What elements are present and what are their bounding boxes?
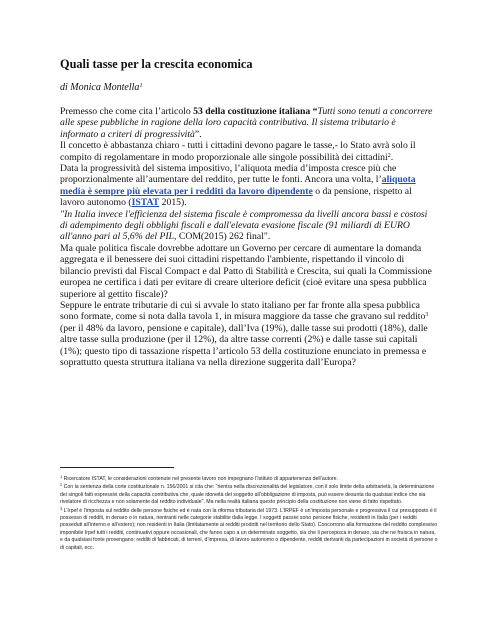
footnote-text: L’Irpef è l’imposta sul reddito delle persone fisiche ed è nata con la riforma tributaria del 1973. L’IRPEF è un’imposta personale e progressiva il cui presupposto è il possesso di redditi, in denaro o in natura, rientranti nelle categorie stabilite dalla legge. I soggetti passivi sono persone fisiche, residenti in Italia (per i redditi posseduti all’interno e all’estero); non residenti in Italia (limitatamente ai redditi prodotti nel territorio dello Stato). Concorrono alla formazione del reddito complessivo imponibile Irpef tutti i redditi, continuativi oppure occasionali, che fanno capo a un determinato soggetto, sia che li percepisca in denaro, sia che ne fruisca in natura, e da qualsiasi fonte provengano: redditi di fabbricati, di terreni, d’impresa, di lavoro autonomo o dipendente, redditi derivanti da partecipazioni in società di persone o di capitali, ecc.: [60, 507, 438, 551]
footnote-marker: 2: [60, 482, 63, 488]
footnote-divider: [60, 467, 174, 468]
footnote-2: [60, 484, 438, 506]
text-run: Data la progressività del sistema impositivo, l’aliquota media d’imposta cresce più che proporzionalmente all’aumentare del reddito, per tutte le fonti. Ancora una volta, l’: [60, 163, 397, 186]
paragraph-politica-fiscale: Ma quale politica fiscale dovrebbe adottare un Governo per cercare di aumentare la domanda aggregata e il benessere dei suoi cittadini rispettando l'ambiente, rispettando il vincolo di bilancio previsti dal Fiscal Compact e dal Patto di Stabilità e Crescita, sui quali la Commissione europea ne certifica i dati per evitare di creare ulteriore deficit (cioè evitare una spesa pubblica superiore al gettito fiscale)?: [60, 242, 432, 300]
paragraph-concetto: [60, 140, 436, 163]
text-run: .: [390, 151, 394, 163]
footnote-text: Ricercatore ISTAT, le considerazioni contenute nel presente lavoro non impegnano l’Istituto di appartenenza dell’autore.: [62, 476, 339, 482]
quote-efficienza: "In Italia invece l'efficienza del sistema fiscale è compromessa da livelli ancora bassi e costosi di adempimento degli obblighi fiscali e dall'elevata evasione fiscale (91 miliardi di EURO all'anno pari al 5,6% del PIL,: [60, 208, 428, 243]
footnote-ref-2[interactable]: 2: [387, 152, 391, 159]
body-text: [60, 96, 436, 368]
quote-open: “: [310, 106, 318, 117]
text-run: o da pensione, rispetto al lavoro autonomo (: [60, 185, 412, 209]
footnote-marker: 3: [60, 505, 63, 511]
footnote-marker: 1: [60, 474, 63, 479]
text-run: (per il 48% da lavoro, pensione e capitale), dall’Iva (19%), dalle tasse sui prodotti (18%), dalle altre tasse sulla produzione (per il 12%), da altre tasse correnti (2%) e dalle tasse sui capitali (1%); questo tipo di tassazione rispetta l’articolo 53 della costituzione enunciato in premessa e soprattutto questa struttura italiana va nella direzione suggerita dall’Europa?: [60, 322, 428, 368]
paragraph-efficienza: [60, 209, 436, 243]
text-run: 2015).: [159, 197, 187, 209]
footnote-ref-3[interactable]: 3: [425, 312, 429, 319]
aliquota-link[interactable]: aliquota media è sempre più elevata per i redditi da lavoro dipendente: [60, 174, 416, 197]
document-title: Quali tasse per la crescita economica: [60, 57, 253, 71]
paragraph-progressivita: [60, 163, 436, 209]
text-run: Premesso che come cita l’articolo: [60, 106, 194, 117]
quote-close: ”.: [194, 128, 202, 140]
paragraph-premessa: [60, 106, 436, 140]
text-run: Seppure le entrate tributarie di cui si avvale lo stato italiano per far fronte alla spesa pubblica sono formate, come si nota dalla tavola 1, in misura maggiore da tasse che gravano sul reddito: [60, 299, 426, 323]
article-reference: 53 della costituzione italiana: [193, 106, 311, 117]
footnotes: [60, 476, 438, 553]
author-line: [60, 82, 142, 94]
constitution-quote: Tutti sono tenuti a concorrere alle spese pubbliche in ragione della loro capacità contributiva. Il sistema tributario è informato a criteri di progressività: [60, 106, 433, 140]
istat-link[interactable]: ISTAT: [131, 197, 160, 209]
com-reference: COM(2015) 262 final".: [178, 231, 271, 243]
footnote-text: Con la sentenza della corte costituzionale n. 156/2001 si cita che: "rientra nella discrezionalità del legislatore, con il solo limite della arbitrarietà, la determinazione dei singoli fatti espressivi della capacità contributiva che, quale idoneità del soggetto all’obbligazione di imposta, può essere desunta da qualsiasi indice che sia rivelatore di ricchezza e non solamente dal reddito individuale". Ma nella realtà italiana questo principio della costituzione non viene di fatto rispettato.: [60, 484, 435, 506]
footnote-3: [60, 505, 438, 552]
footnote-1: [60, 476, 438, 483]
paragraph-entrate-tributarie: [60, 300, 436, 368]
text-run: Il concetto è abbastanza chiaro - tutti i cittadini devono pagare le tasse,- lo Stato avrà solo il compito di regolamentare in modo proporzionale alle singole possibilità dei cittadini: [60, 140, 416, 163]
author-name: di Monica Montella: [60, 82, 140, 93]
footnote-ref-1[interactable]: 1: [139, 83, 143, 89]
